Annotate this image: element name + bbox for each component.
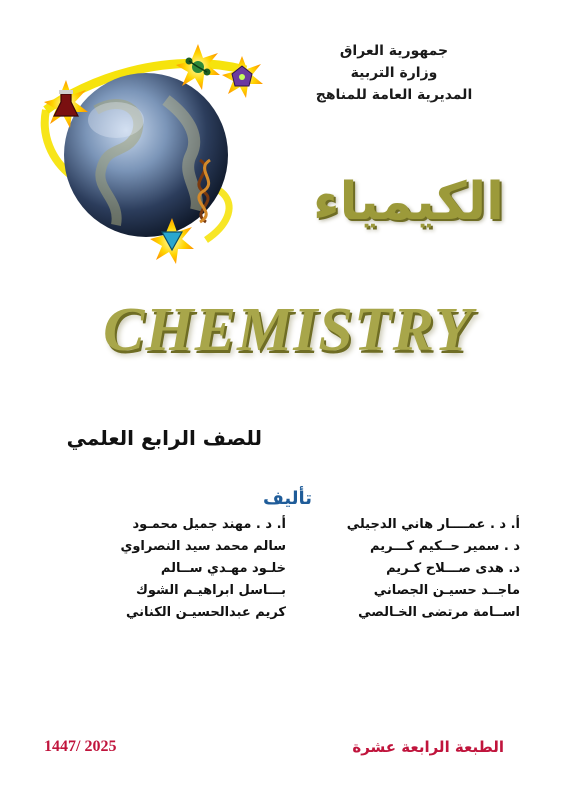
author-name: أ. د . عمــــار هاني الدجيلي — [346, 517, 520, 532]
author-name: د . سمير حــكيم كـــريم — [370, 539, 520, 554]
title-english: CHEMISTRY — [103, 296, 473, 364]
authors-heading: تأليف — [262, 488, 312, 509]
globe-illustration — [26, 40, 266, 270]
author-name: د. هدى صـــلاح كـريم — [386, 561, 520, 576]
grade-label: للصف الرابع العلمي — [66, 426, 262, 450]
globe-icon — [64, 73, 228, 237]
institution-header — [284, 40, 504, 106]
title-arabic: الكيمياء — [312, 172, 504, 232]
header-ministry: وزارة التربية — [350, 65, 438, 81]
author-name: اســامة مرتضى الخـالصي — [358, 605, 520, 620]
author-name: بـــاسل ابراهيـم الشوك — [135, 583, 286, 598]
author-name: خلـود مهـدي ســالم — [160, 561, 286, 576]
authors-list — [70, 514, 520, 624]
header-republic: جمهورية العراق — [339, 43, 449, 59]
author-name: كريم عبدالحسيـن الكناني — [126, 605, 286, 620]
edition-label: الطبعة الرابعة عشرة — [352, 738, 504, 756]
publication-year: 1447/ 2025 — [44, 738, 117, 755]
globe-illustration-svg — [26, 40, 266, 270]
author-name: ماجــد حسيـن الجصاني — [373, 583, 520, 598]
author-name: سالم محمد سيد النصراوي — [120, 539, 286, 554]
header-directorate: المديرية العامة للمناهج — [315, 87, 473, 103]
author-name: أ. د . مهند جميل محمـود — [132, 517, 286, 532]
